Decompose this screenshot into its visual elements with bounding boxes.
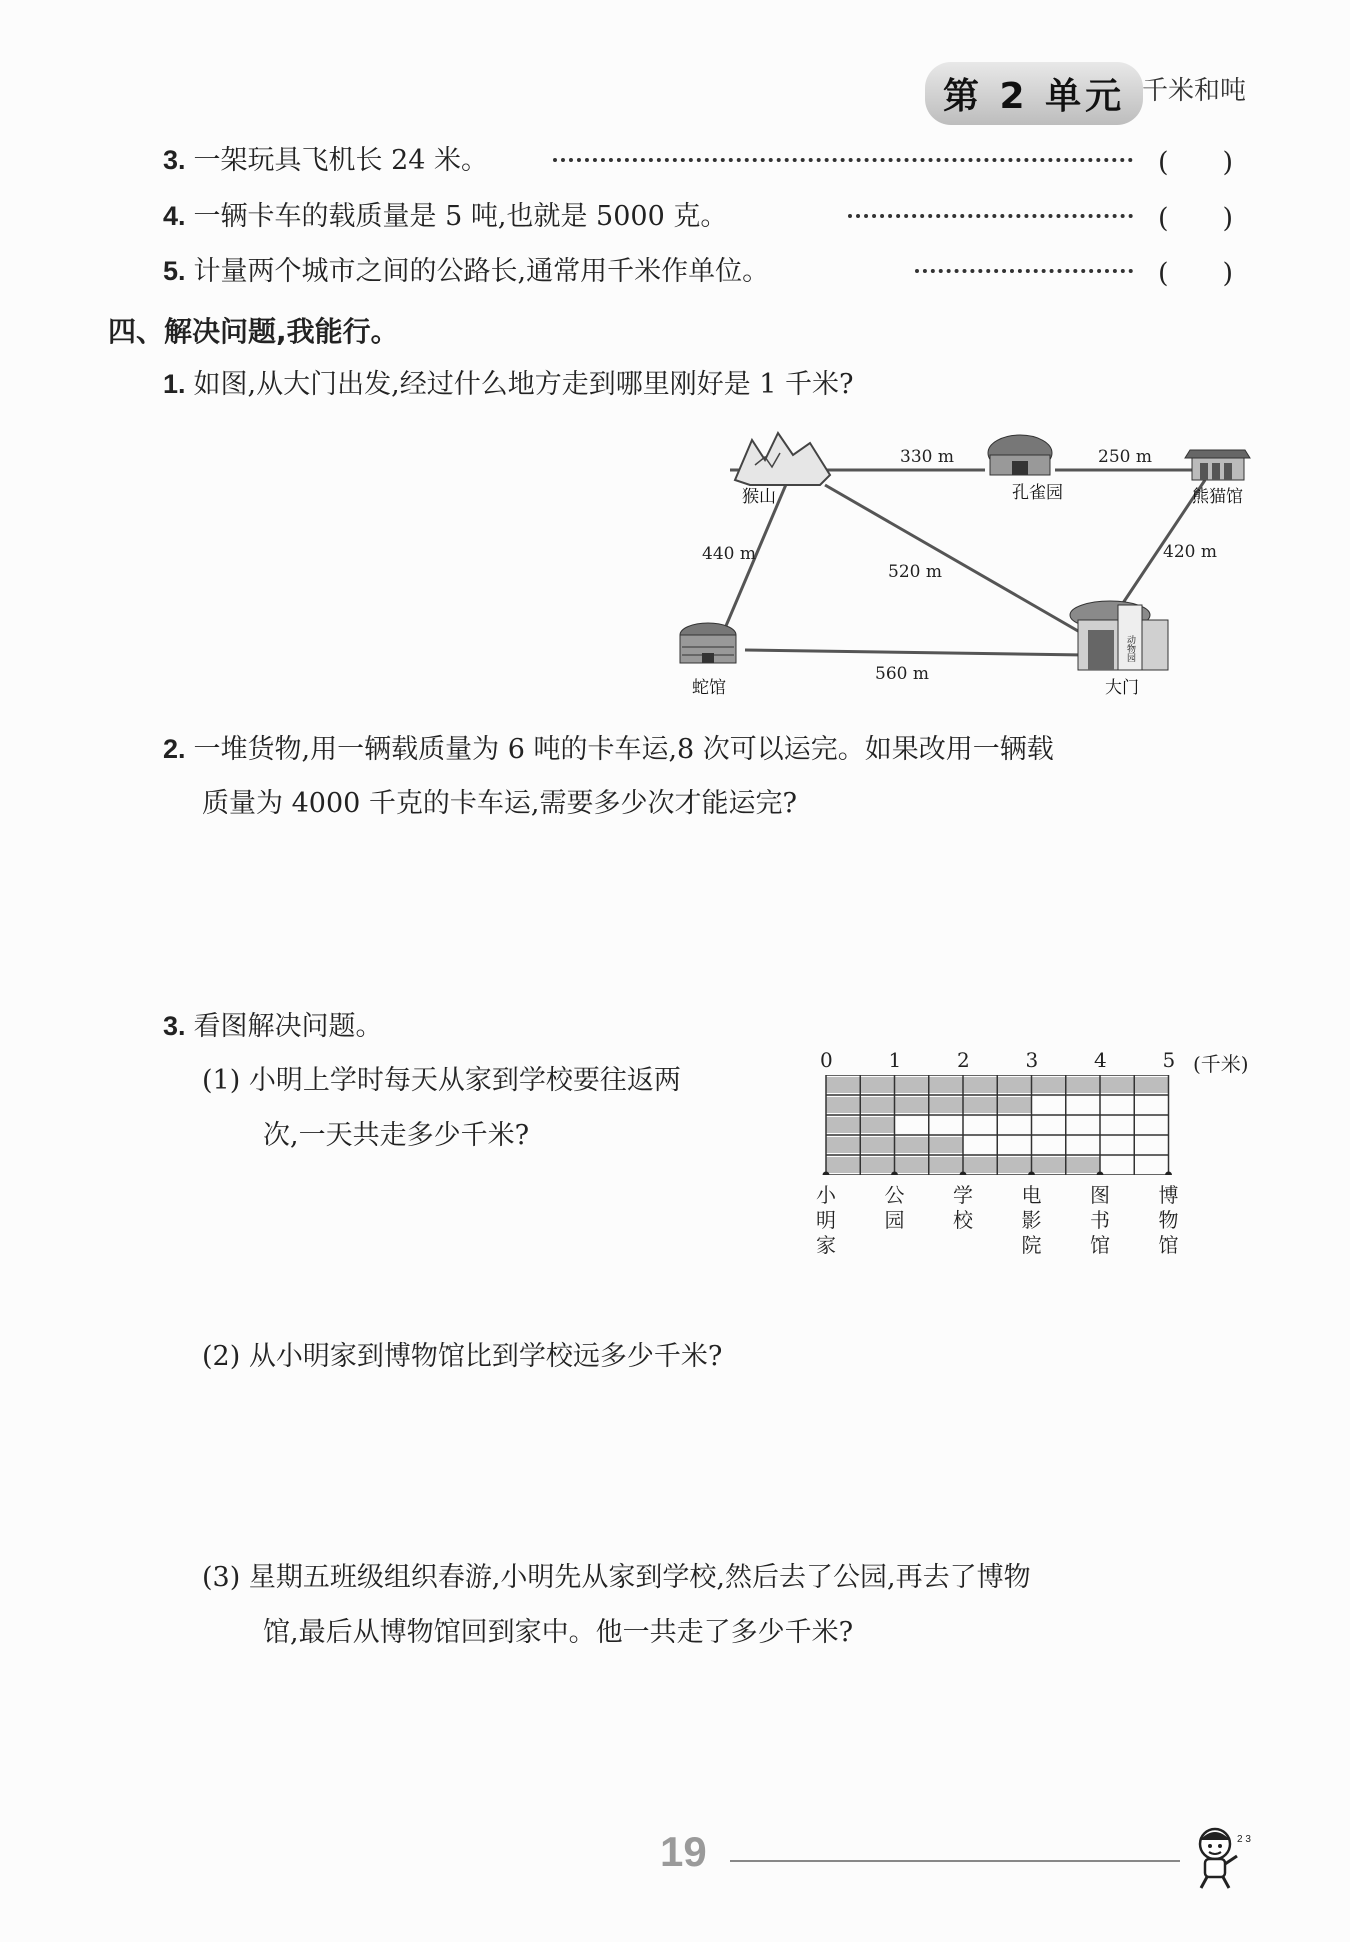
page-number: 19	[660, 1828, 707, 1875]
zoo-gate-icon	[1070, 601, 1168, 670]
question-text: 一辆卡车的载质量是 5 吨,也就是 5000 克。	[193, 201, 728, 232]
mascot-icon	[1185, 1822, 1255, 1892]
place-label: 博物馆	[1158, 1183, 1179, 1257]
gate-sign: 动物园	[1125, 635, 1135, 662]
sub-question-2: (2) 从小明家到博物馆比到学校远多少千米?	[202, 1341, 723, 1372]
judgement-item-4	[163, 196, 727, 237]
unit-subtitle: 千米和吨	[1142, 76, 1247, 106]
scale-tick-label: 1	[888, 1048, 902, 1072]
distance-label: 520 m	[888, 562, 942, 582]
scale-tick-label: 0	[820, 1048, 833, 1072]
snake-house-icon	[680, 623, 736, 663]
distance-label: 560 m	[875, 664, 929, 684]
svg-text:2 3: 2 3	[1237, 1834, 1251, 1845]
judgement-item-3	[163, 140, 488, 181]
sub-question-3-line-2: 馆,最后从博物馆回到家中。他一共走了多少千米?	[263, 1617, 854, 1648]
footer-rule	[730, 1860, 1180, 1862]
judgement-item-5	[163, 251, 769, 292]
scale-tick-label: 5	[1162, 1048, 1176, 1072]
question-text: 计量两个城市之间的公路长,通常用千米作单位。	[193, 256, 770, 287]
answer-parentheses[interactable]: ( )	[1158, 203, 1234, 234]
distance-label: 420 m	[1163, 542, 1217, 562]
question-number: 2.	[163, 734, 186, 764]
question-text: 看图解决问题。	[193, 1011, 383, 1042]
place-label: 公园	[884, 1183, 905, 1232]
place-label: 熊猫馆	[1192, 487, 1243, 507]
question-1	[163, 364, 854, 405]
question-number: 3.	[163, 1011, 186, 1041]
sub-question-3-line-1: (3) 星期五班级组织春游,小明先从家到学校,然后去了公园,再去了博物	[202, 1562, 1031, 1593]
question-number: 3.	[163, 145, 186, 175]
distance-label: 440 m	[702, 544, 756, 564]
place-label: 图书馆	[1090, 1183, 1110, 1257]
peacock-garden-icon	[988, 435, 1052, 475]
place-point	[1165, 1172, 1172, 1176]
place-label: 小明家	[816, 1183, 836, 1257]
place-label: 电影院	[1021, 1183, 1042, 1257]
place-label: 蛇馆	[692, 678, 726, 698]
scale-tick-label: 3	[1025, 1048, 1039, 1072]
question-2-line-2: 质量为 4000 千克的卡车运,需要多少次才能运完?	[202, 788, 797, 819]
question-number: 4.	[163, 201, 186, 231]
question-3	[163, 1006, 383, 1047]
section-title: 四、解决问题,我能行。	[108, 315, 399, 348]
scale-tick-label: 4	[1094, 1048, 1107, 1072]
question-text: 如图,从大门出发,经过什么地方走到哪里刚好是 1 千米?	[193, 369, 854, 400]
monkey-mountain-icon	[735, 433, 830, 485]
place-label: 猴山	[742, 487, 776, 507]
place-label: 学校	[953, 1183, 973, 1232]
question-text: 一架玩具飞机长 24 米。	[193, 145, 489, 176]
leader-dots	[553, 158, 1133, 162]
answer-parentheses[interactable]: ( )	[1158, 147, 1234, 178]
question-2-line-1	[163, 729, 1054, 770]
zoo-map	[660, 425, 1260, 705]
place-label: 孔雀园	[1012, 483, 1063, 503]
leader-dots	[848, 214, 1133, 218]
answer-parentheses[interactable]: ( )	[1158, 258, 1234, 289]
panda-house-icon	[1185, 450, 1250, 480]
scale-unit: (千米)	[1193, 1052, 1249, 1076]
distance-label: 250 m	[1098, 447, 1152, 467]
sub-question-1-line-2: 次,一天共走多少千米?	[263, 1120, 530, 1151]
unit-badge: 第 2 单元	[925, 62, 1143, 125]
distance-diagram	[800, 1045, 1280, 1295]
leader-dots	[915, 269, 1133, 273]
place-label: 大门	[1105, 678, 1139, 698]
question-number: 1.	[163, 369, 186, 399]
sub-question-1-line-1: (1) 小明上学时每天从家到学校要往返两	[202, 1065, 681, 1096]
distance-label: 330 m	[900, 447, 954, 467]
road-snake-gate	[745, 650, 1085, 655]
road-monkey-gate	[825, 485, 1085, 635]
question-number: 5.	[163, 256, 186, 286]
distance-grid	[800, 1075, 1280, 1175]
scale-tick-label: 2	[957, 1048, 970, 1072]
question-text: 一堆货物,用一辆载质量为 6 吨的卡车运,8 次可以运完。如果改用一辆载	[193, 734, 1054, 765]
